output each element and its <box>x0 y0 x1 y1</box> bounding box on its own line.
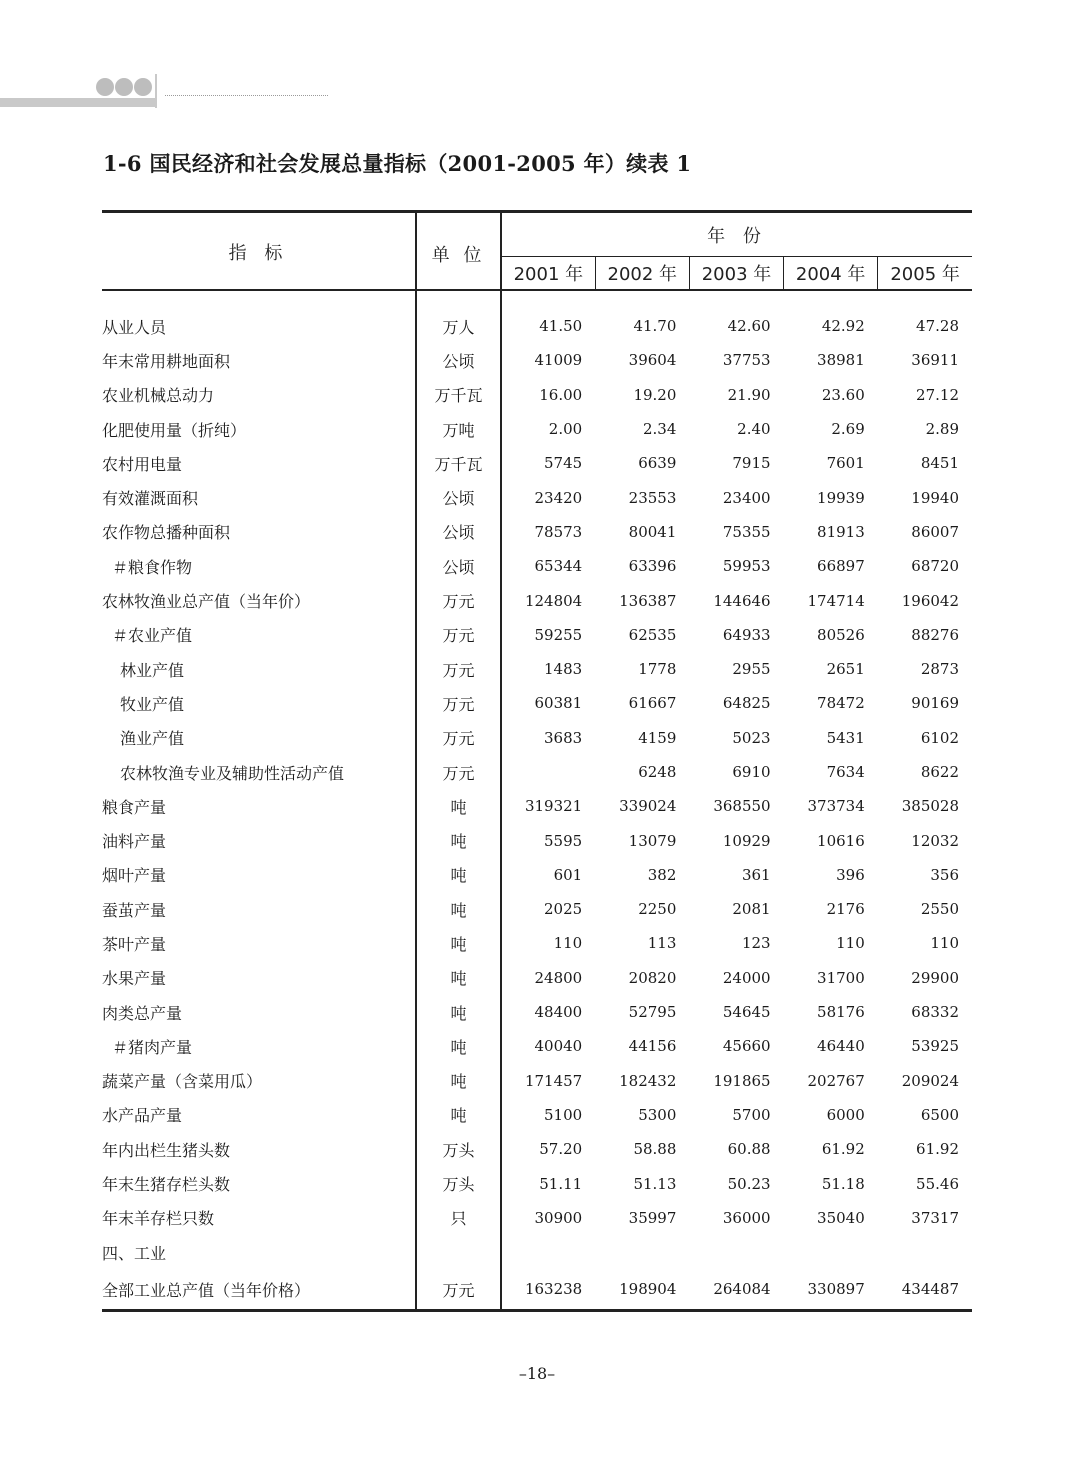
table-row <box>102 309 972 343</box>
table-body <box>102 290 972 1311</box>
value-cell: 23400 <box>722 488 771 507</box>
value-cell: 136387 <box>619 591 677 610</box>
table-row <box>102 1269 972 1311</box>
table-row <box>102 652 972 686</box>
value-cell: 368550 <box>713 797 771 816</box>
value-cell: 60381 <box>534 694 583 713</box>
table-row <box>102 755 972 789</box>
value-cell: 171457 <box>524 1071 583 1090</box>
value-cell: 12032 <box>911 831 959 850</box>
value-cell: 36000 <box>722 1208 771 1227</box>
value-cell: 35040 <box>817 1208 865 1227</box>
table-row <box>102 618 972 652</box>
value-cell: 46440 <box>817 1037 865 1056</box>
value-cell: 61.92 <box>916 1140 959 1159</box>
indicator-unit: 吨 <box>416 1029 501 1063</box>
value-cell: 1483 <box>544 660 583 679</box>
indicator-name: 化肥使用量（折纯） <box>102 412 416 446</box>
value-cell: 182432 <box>619 1071 677 1090</box>
value-cell: 47.28 <box>916 317 959 336</box>
header-divider <box>155 74 157 108</box>
value-cell: 113 <box>647 934 677 953</box>
value-cell: 80041 <box>628 522 677 541</box>
value-cell: 7915 <box>732 454 771 473</box>
value-cell: 59953 <box>722 557 771 576</box>
indicator-unit: 只 <box>416 1201 501 1235</box>
table-row <box>102 1166 972 1200</box>
value-cell: 2081 <box>732 900 771 919</box>
indicator-name: 粮食产量 <box>102 789 416 823</box>
value-cell <box>689 1235 783 1269</box>
indicator-unit: 吨 <box>416 1098 501 1132</box>
value-cell: 68332 <box>911 1003 959 1022</box>
value-cell: 40040 <box>534 1037 583 1056</box>
value-cell: 62535 <box>628 625 677 644</box>
value-cell: 2.89 <box>925 420 959 439</box>
value-cell: 10616 <box>817 831 865 850</box>
value-cell <box>595 1235 689 1269</box>
indicator-unit: 万元 <box>416 755 501 789</box>
table-spacer-row <box>102 290 972 309</box>
indicator-name: 牧业产值 <box>102 686 416 720</box>
value-cell: 5100 <box>544 1105 583 1124</box>
value-cell: 2176 <box>826 900 865 919</box>
indicator-name: 水果产量 <box>102 961 416 995</box>
indicator-unit: 吨 <box>416 1064 501 1098</box>
value-cell: 5300 <box>638 1105 677 1124</box>
dot-icon <box>115 78 133 96</box>
indicator-unit: 万千瓦 <box>416 446 501 480</box>
value-cell: 6248 <box>638 763 677 781</box>
indicator-name: 农村用电量 <box>102 446 416 480</box>
value-cell: 601 <box>553 865 583 884</box>
value-cell: 20820 <box>628 968 677 987</box>
value-cell: 45660 <box>722 1037 771 1056</box>
dot-icon <box>96 78 114 96</box>
value-cell: 2.00 <box>548 420 583 439</box>
header-indicator: 指 标 <box>102 212 416 291</box>
table-row <box>102 549 972 583</box>
value-cell: 64825 <box>722 694 771 713</box>
value-cell: 59255 <box>534 625 583 644</box>
value-cell: 209024 <box>901 1071 959 1090</box>
value-cell: 198904 <box>595 1269 689 1311</box>
indicator-unit: 吨 <box>416 823 501 857</box>
value-cell: 23420 <box>534 488 583 507</box>
table-row <box>102 721 972 755</box>
value-cell: 396 <box>836 865 865 884</box>
indicator-name: 四、工业 <box>102 1235 416 1269</box>
value-cell: 6910 <box>732 763 771 781</box>
value-cell: 2025 <box>544 900 583 919</box>
value-cell: 55.46 <box>916 1174 959 1193</box>
indicator-unit: 万元 <box>416 686 501 720</box>
value-cell: 63396 <box>628 557 677 576</box>
indicator-unit: 万人 <box>416 309 501 343</box>
table-row <box>102 1029 972 1063</box>
value-cell: 66897 <box>817 557 865 576</box>
value-cell: 44156 <box>628 1037 677 1056</box>
indicator-name: 农业机械总动力 <box>102 378 416 412</box>
indicator-table <box>102 210 972 1312</box>
table-row <box>102 1201 972 1235</box>
value-cell: 6102 <box>920 728 959 747</box>
value-cell: 27.12 <box>916 385 959 404</box>
indicator-unit: 吨 <box>416 995 501 1029</box>
indicator-unit: 万头 <box>416 1166 501 1200</box>
value-cell: 6639 <box>638 454 677 473</box>
value-cell: 58176 <box>817 1003 865 1022</box>
value-cell: 61.92 <box>821 1140 865 1159</box>
value-cell: 50.23 <box>727 1174 771 1193</box>
value-cell: 196042 <box>901 591 959 610</box>
indicator-name: 农林牧渔业总产值（当年价） <box>102 583 416 617</box>
value-cell: 5595 <box>544 831 583 850</box>
value-cell: 385028 <box>901 797 959 816</box>
value-cell: 319321 <box>524 797 583 816</box>
value-cell: 339024 <box>619 797 677 816</box>
indicator-unit: 万千瓦 <box>416 378 501 412</box>
value-cell <box>501 1235 595 1269</box>
value-cell: 361 <box>741 865 771 884</box>
value-cell: 90169 <box>911 694 959 713</box>
value-cell: 23.60 <box>821 385 865 404</box>
header-year: 2005 年 <box>878 257 972 291</box>
value-cell: 80526 <box>817 625 865 644</box>
value-cell: 5431 <box>826 728 865 747</box>
value-cell: 51.13 <box>633 1174 677 1193</box>
page-number: –18– <box>518 1364 556 1383</box>
table-row <box>102 789 972 823</box>
value-cell: 41.50 <box>539 317 583 336</box>
indicator-name: 年末羊存栏只数 <box>102 1201 416 1235</box>
indicator-name: 油料产量 <box>102 823 416 857</box>
table-row <box>102 583 972 617</box>
value-cell: 2955 <box>732 660 771 679</box>
value-cell: 6000 <box>826 1105 865 1124</box>
indicator-unit: 吨 <box>416 789 501 823</box>
value-cell: 36911 <box>911 351 959 370</box>
value-cell <box>878 1235 972 1269</box>
value-cell: 78472 <box>817 694 865 713</box>
value-cell: 57.20 <box>539 1140 583 1159</box>
indicator-name: 茶叶产量 <box>102 926 416 960</box>
value-cell: 35997 <box>628 1208 677 1227</box>
value-cell: 110 <box>930 934 959 953</box>
table-row <box>102 378 972 412</box>
indicator-unit: 吨 <box>416 892 501 926</box>
value-cell: 60.88 <box>727 1140 771 1159</box>
value-cell: 5700 <box>732 1105 771 1124</box>
table-row <box>102 1235 972 1269</box>
indicator-unit: 吨 <box>416 926 501 960</box>
header-year-group: 年 份 <box>501 212 972 257</box>
indicator-name: 渔业产值 <box>102 721 416 755</box>
value-cell: 61667 <box>628 694 677 713</box>
value-cell <box>784 1235 878 1269</box>
value-cell <box>501 755 595 789</box>
value-cell: 163238 <box>501 1269 595 1311</box>
value-cell: 19.20 <box>633 385 677 404</box>
value-cell: 42.92 <box>821 317 865 336</box>
value-cell: 65344 <box>534 557 583 576</box>
header-dotted-rule <box>165 95 328 96</box>
value-cell: 68720 <box>911 557 959 576</box>
table-row <box>102 686 972 720</box>
value-cell: 53925 <box>911 1037 959 1056</box>
value-cell: 58.88 <box>633 1140 677 1159</box>
value-cell: 8622 <box>920 763 959 781</box>
value-cell: 75355 <box>722 522 771 541</box>
header-year: 2001 年 <box>501 257 595 291</box>
value-cell: 7601 <box>826 454 865 473</box>
table-row <box>102 1132 972 1166</box>
indicator-name: 农林牧渔专业及辅助性活动产值 <box>102 755 416 789</box>
value-cell: 19940 <box>911 488 959 507</box>
value-cell: 42.60 <box>727 317 771 336</box>
value-cell: 81913 <box>817 522 865 541</box>
value-cell: 382 <box>647 865 677 884</box>
value-cell: 123 <box>741 934 771 953</box>
value-cell: 5745 <box>544 454 583 473</box>
value-cell: 8451 <box>920 454 959 473</box>
indicator-name: 农作物总播种面积 <box>102 515 416 549</box>
table-row <box>102 961 972 995</box>
value-cell: 124804 <box>524 591 583 610</box>
value-cell: 51.18 <box>821 1174 865 1193</box>
indicator-unit: 万吨 <box>416 412 501 446</box>
value-cell: 23553 <box>628 488 677 507</box>
value-cell: 38981 <box>817 351 865 370</box>
value-cell: 110 <box>836 934 865 953</box>
value-cell: 24000 <box>722 968 771 987</box>
value-cell: 41.70 <box>633 317 677 336</box>
indicator-unit: 万头 <box>416 1132 501 1166</box>
value-cell: 54645 <box>722 1003 771 1022</box>
value-cell: 29900 <box>911 968 959 987</box>
indicator-unit: 万元 <box>416 652 501 686</box>
value-cell: 2.34 <box>642 420 677 439</box>
value-cell: 2250 <box>638 900 677 919</box>
indicator-name: ＃猪肉产量 <box>102 1029 416 1063</box>
value-cell: 4159 <box>638 728 677 747</box>
value-cell: 2.40 <box>737 420 771 439</box>
header-year: 2002 年 <box>595 257 689 291</box>
table-row <box>102 823 972 857</box>
dot-icon <box>134 78 152 96</box>
table-row <box>102 995 972 1029</box>
value-cell: 30900 <box>534 1208 583 1227</box>
table-row <box>102 926 972 960</box>
value-cell: 48400 <box>534 1003 583 1022</box>
value-cell: 434487 <box>878 1269 972 1311</box>
value-cell: 2.69 <box>831 420 865 439</box>
indicator-name: 从业人员 <box>102 309 416 343</box>
indicator-name: ＃粮食作物 <box>102 549 416 583</box>
value-cell: 373734 <box>807 797 865 816</box>
indicator-name: 年末常用耕地面积 <box>102 343 416 377</box>
value-cell: 2651 <box>826 660 865 679</box>
value-cell: 2873 <box>920 660 959 679</box>
value-cell: 41009 <box>534 351 583 370</box>
value-cell: 174714 <box>807 591 865 610</box>
value-cell: 3683 <box>544 728 583 747</box>
value-cell: 31700 <box>817 968 865 987</box>
value-cell: 264084 <box>689 1269 783 1311</box>
table-row <box>102 892 972 926</box>
indicator-name: 年内出栏生猪头数 <box>102 1132 416 1166</box>
value-cell: 88276 <box>911 625 959 644</box>
value-cell: 202767 <box>807 1071 865 1090</box>
indicator-unit: 万元 <box>416 583 501 617</box>
indicator-name: 林业产值 <box>102 652 416 686</box>
header-unit: 单 位 <box>416 212 501 291</box>
indicator-unit: 公顷 <box>416 343 501 377</box>
value-cell: 16.00 <box>539 385 583 404</box>
header-year: 2003 年 <box>689 257 783 291</box>
indicator-unit: 吨 <box>416 961 501 995</box>
table-row <box>102 446 972 480</box>
value-cell: 6500 <box>920 1105 959 1124</box>
value-cell: 19939 <box>817 488 865 507</box>
indicator-table-container <box>102 210 972 1312</box>
value-cell: 1778 <box>638 660 677 679</box>
value-cell: 144646 <box>713 591 771 610</box>
indicator-unit: 公顷 <box>416 549 501 583</box>
table-row <box>102 515 972 549</box>
table-row <box>102 480 972 514</box>
value-cell: 37317 <box>911 1208 959 1227</box>
indicator-name: 全部工业总产值（当年价格） <box>102 1269 416 1311</box>
indicator-unit: 万元 <box>416 1269 501 1311</box>
indicator-name: ＃农业产值 <box>102 618 416 652</box>
value-cell: 64933 <box>722 625 771 644</box>
value-cell: 37753 <box>722 351 771 370</box>
table-row <box>102 343 972 377</box>
table-row <box>102 412 972 446</box>
value-cell: 110 <box>553 934 583 953</box>
indicator-unit: 吨 <box>416 858 501 892</box>
table-row <box>102 1098 972 1132</box>
indicator-unit: 万元 <box>416 618 501 652</box>
indicator-unit <box>416 1235 501 1269</box>
header-bar <box>0 98 156 107</box>
indicator-name: 有效灌溉面积 <box>102 480 416 514</box>
page-title: 1-6 国民经济和社会发展总量指标（2001-2005 年）续表 1 <box>103 151 692 176</box>
table-row <box>102 1064 972 1098</box>
value-cell: 78573 <box>534 522 583 541</box>
header-year: 2004 年 <box>784 257 878 291</box>
value-cell: 7634 <box>826 763 865 781</box>
value-cell: 24800 <box>534 968 583 987</box>
indicator-name: 蔬菜产量（含菜用瓜） <box>102 1064 416 1098</box>
indicator-unit: 万元 <box>416 721 501 755</box>
indicator-unit: 公顷 <box>416 480 501 514</box>
value-cell: 13079 <box>628 831 677 850</box>
value-cell: 2550 <box>920 900 959 919</box>
value-cell: 39604 <box>628 351 677 370</box>
value-cell: 356 <box>930 865 959 884</box>
indicator-unit: 公顷 <box>416 515 501 549</box>
indicator-name: 蚕茧产量 <box>102 892 416 926</box>
value-cell: 5023 <box>732 728 771 747</box>
value-cell: 10929 <box>722 831 771 850</box>
indicator-name: 水产品产量 <box>102 1098 416 1132</box>
value-cell: 52795 <box>628 1003 677 1022</box>
value-cell: 21.90 <box>727 385 771 404</box>
indicator-name: 肉类总产量 <box>102 995 416 1029</box>
indicator-name: 年末生猪存栏头数 <box>102 1166 416 1200</box>
table-row <box>102 858 972 892</box>
indicator-name: 烟叶产量 <box>102 858 416 892</box>
value-cell: 51.11 <box>539 1174 583 1193</box>
value-cell: 330897 <box>784 1269 878 1311</box>
value-cell: 86007 <box>911 522 959 541</box>
value-cell: 191865 <box>713 1071 771 1090</box>
